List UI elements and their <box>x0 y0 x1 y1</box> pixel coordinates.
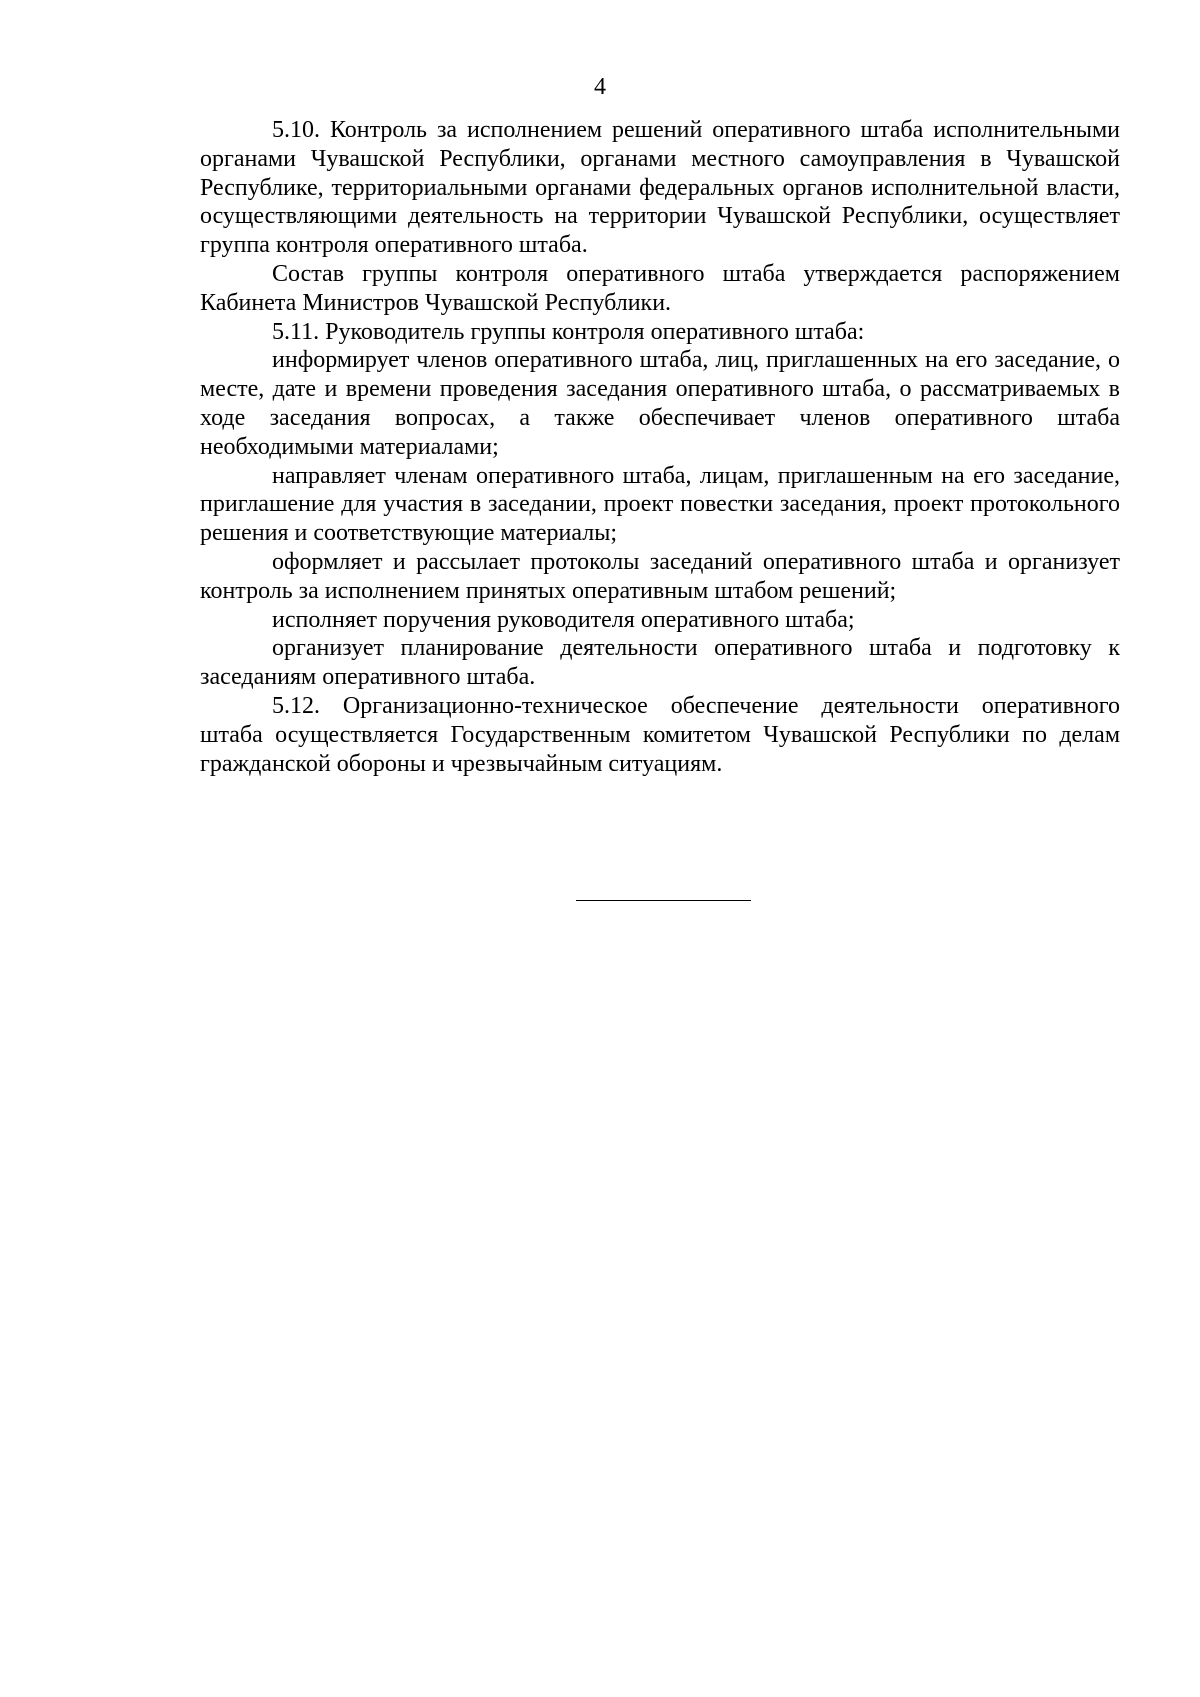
paragraph-control-group-composition: Состав группы контроля оперативного штаба утверждается распоряжением Кабинета Министров Чувашской Республики. <box>200 260 1120 316</box>
paragraph-organizes-planning: организует планирование деятельности оперативного штаба и подготовку к заседаниям оперативного штаба. <box>200 635 1120 691</box>
paragraph-informs-members: информирует членов оперативного штаба, лиц, приглашенных на его заседание, о месте, дате и времени проведения заседания оперативного штаба, о рассматриваемых в ходе заседания вопросах, а также обеспечивает членов оперативного штаба необходимыми материалами; <box>200 347 1120 460</box>
paragraph-executes-orders: исполняет поручения руководителя оперативного штаба; <box>272 606 855 633</box>
paragraph-5-11: 5.11. Руководитель группы контроля оперативного штаба: <box>272 318 865 345</box>
end-of-document-rule <box>576 900 751 901</box>
paragraph-prepares-protocols: оформляет и рассылает протоколы заседаний оперативного штаба и организует контроль за исполнением принятых оперативным штабом решений; <box>200 548 1120 604</box>
document-body <box>200 116 1120 778</box>
paragraph-5-10: 5.10. Контроль за исполнением решений оперативного штаба исполнительными органами Чувашской Республики, органами местного самоуправления в Чувашской Республике, территориальными органами федеральных органов исполнительной власти, осуществляющими деятельность на территории Чувашской Республики, осуществляет группа контроля оперативного штаба. <box>200 117 1120 259</box>
paragraph-sends-invitations: направляет членам оперативного штаба, лицам, приглашенным на его заседание, приглашение для участия в заседании, проект повестки заседания, проект протокольного решения и соответствующие материалы; <box>200 462 1120 547</box>
page-number: 4 <box>594 74 606 100</box>
paragraph-5-12: 5.12. Организационно-техническое обеспечение деятельности оперативного штаба осуществляется Государственным комитетом Чувашской Республики по делам гражданской обороны и чрезвычайным ситуациям. <box>200 692 1120 777</box>
